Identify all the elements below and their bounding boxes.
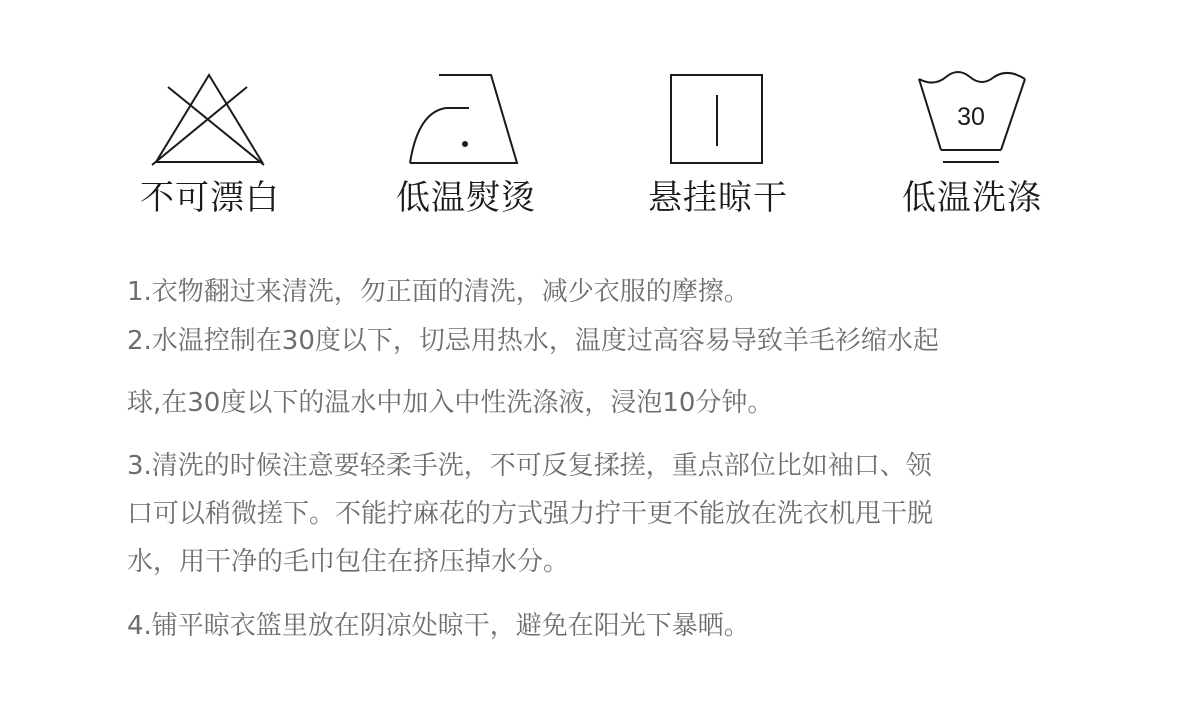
care-symbol-wash-30 bbox=[862, 60, 1082, 230]
instruction-line: 1.衣物翻过来清洗，勿正面的清洗，减少衣服的摩擦。 bbox=[127, 277, 750, 307]
care-symbol-low-iron bbox=[356, 60, 576, 230]
care-symbol-no-bleach bbox=[100, 60, 320, 230]
low-temp-iron-icon bbox=[356, 60, 576, 170]
no-bleach-icon bbox=[100, 60, 320, 170]
instruction-line: 2.水温控制在30度以下，切忌用热水，温度过高容易导致羊毛衫缩水起 bbox=[127, 326, 939, 356]
instruction-line: 口可以稍微搓下。不能拧麻花的方式强力拧干更不能放在洗衣机甩干脱 bbox=[127, 499, 934, 529]
care-instructions bbox=[127, 268, 1087, 650]
instruction-line: 4.铺平晾衣篮里放在阴凉处晾干，避免在阳光下暴晒。 bbox=[127, 611, 750, 641]
instruction-line: 3.清洗的时候注意要轻柔手洗，不可反复揉搓，重点部位比如袖口、领 bbox=[127, 451, 932, 481]
care-label-no-bleach: 不可漂白 bbox=[140, 178, 280, 218]
instruction-1 bbox=[127, 268, 1087, 316]
instruction-line: 球,在30度以下的温水中加入中性洗涤液，浸泡10分钟。 bbox=[127, 388, 774, 418]
wash-temperature: 30 bbox=[957, 103, 985, 131]
care-label-low-iron: 低温熨烫 bbox=[396, 178, 536, 218]
care-label-hang-dry: 悬挂晾干 bbox=[648, 178, 788, 218]
instruction-line: 水，用干净的毛巾包住在挤压掉水分。 bbox=[127, 547, 570, 577]
care-symbol-hang-dry bbox=[608, 60, 828, 230]
care-label-wash-30: 低温洗涤 bbox=[902, 178, 1042, 218]
instruction-3 bbox=[127, 442, 1087, 586]
instruction-4 bbox=[127, 602, 1087, 650]
wash-30-icon bbox=[862, 60, 1082, 170]
hang-dry-icon bbox=[608, 60, 828, 170]
instruction-2 bbox=[127, 310, 1087, 434]
